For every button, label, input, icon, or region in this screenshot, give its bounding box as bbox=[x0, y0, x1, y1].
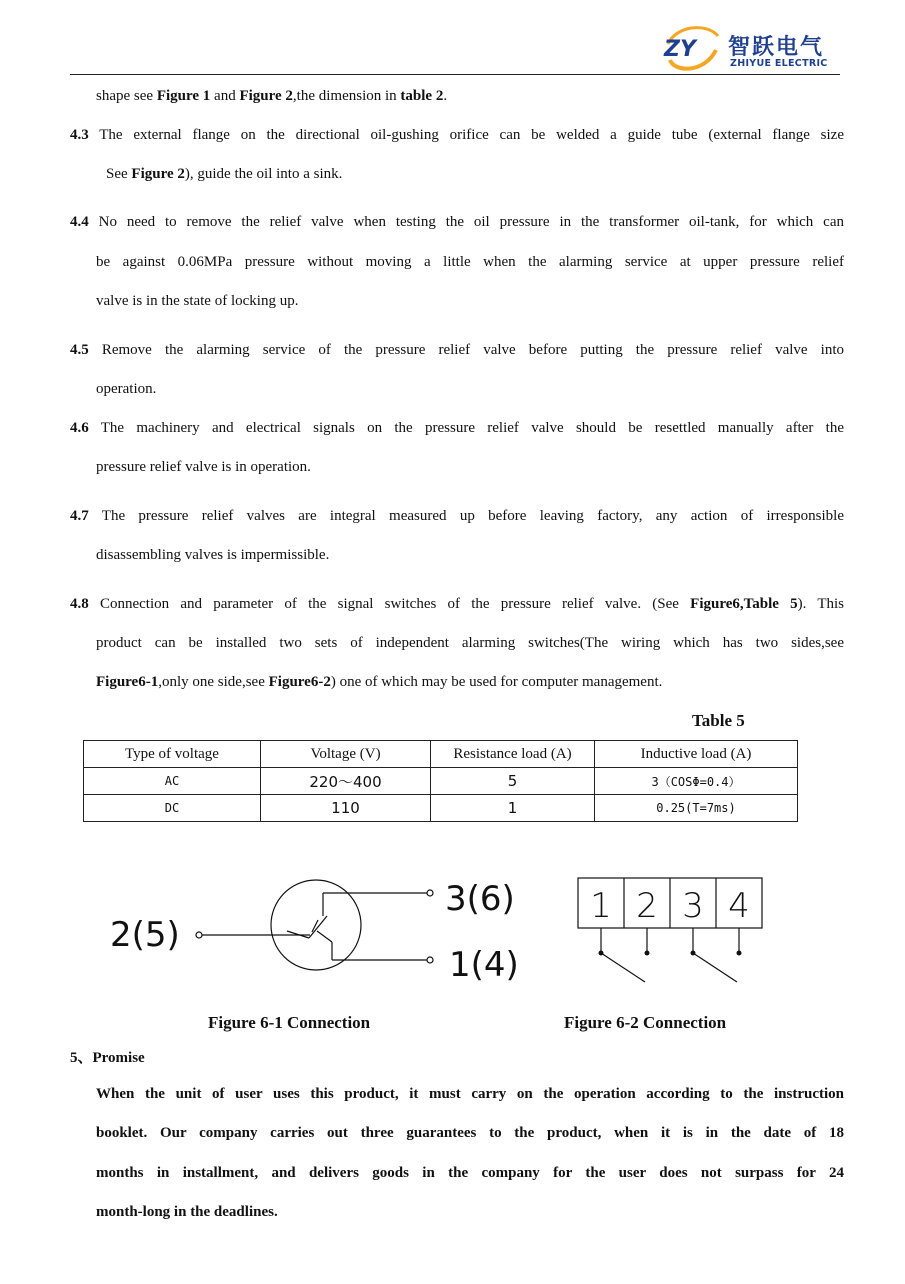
terminal-label-left: 2(5) bbox=[110, 915, 180, 955]
figure-6-1-caption: Figure 6-1 Connection bbox=[208, 1013, 371, 1032]
company-logo bbox=[660, 20, 840, 76]
figure-6-2-terminal-block bbox=[578, 878, 762, 982]
table-header-row bbox=[84, 741, 798, 768]
section-4-8-line-1: 4.8 Connection and parameter of the signal switches of the pressure relief valve. (See Figure6,Table 5). This bbox=[70, 596, 844, 612]
terminal-4: 4 bbox=[728, 886, 750, 926]
brand-name-en: ZHIYUE ELECTRIC bbox=[730, 58, 828, 69]
figure-6-2-caption: Figure 6-2 Connection bbox=[564, 1013, 727, 1032]
section-4-7-line-1: 4.7 The pressure relief valves are integral measured up before leaving factory, any action of irresponsible bbox=[70, 508, 844, 524]
section-4-8-line-2: product can be installed two sets of independent alarming switches(The wiring which has two sides,see bbox=[96, 635, 844, 651]
promise-line-4: month-long in the deadlines. bbox=[96, 1204, 278, 1220]
table-cell: DC bbox=[84, 795, 261, 822]
brand-name-cn: 智跃电气 bbox=[728, 35, 825, 60]
table-row bbox=[84, 768, 798, 795]
header-divider bbox=[70, 74, 840, 75]
section-4-3-line-2: See Figure 2), guide the oil into a sink. bbox=[106, 166, 343, 182]
section-4-4-line-2: be against 0.06MPa pressure without moving a little when the alarming service at upper pressure relief bbox=[96, 254, 844, 270]
table-cell: 110 bbox=[261, 795, 431, 822]
table-cell: 220～400 bbox=[261, 768, 431, 795]
table-header-cell: Inductive load (A) bbox=[595, 741, 798, 768]
section-4-6-line-1: 4.6 The machinery and electrical signals on the pressure relief valve should be resettled manually after the bbox=[70, 420, 844, 436]
section-number: 4.7 bbox=[70, 508, 89, 524]
promise-line-1: When the unit of user uses this product, it must carry on the operation according to the instruction bbox=[96, 1086, 844, 1102]
page-header bbox=[70, 16, 840, 76]
section-4-4-line-3: valve is in the state of locking up. bbox=[96, 293, 299, 309]
promise-line-3: months in installment, and delivers goods in the company for the user does not surpass for 24 bbox=[96, 1165, 844, 1181]
table-cell: 1 bbox=[431, 795, 595, 822]
terminal-label-top: 3(6) bbox=[445, 879, 515, 919]
section-4-5-line-1: 4.5 Remove the alarming service of the pressure relief valve before putting the pressure relief valve into bbox=[70, 342, 844, 358]
terminal-1: 1 bbox=[590, 886, 612, 926]
section-number: 4.3 bbox=[70, 127, 89, 143]
section-4-3-line-1: 4.3 The external flange on the directional oil-gushing orifice can be welded a guide tube (external flange size bbox=[70, 127, 844, 143]
section-number: 4.5 bbox=[70, 342, 89, 358]
table-cell: 0.25(T=7ms) bbox=[595, 795, 798, 822]
section-4-6-line-2: pressure relief valve is in operation. bbox=[96, 459, 311, 475]
section-number: 4.8 bbox=[70, 596, 89, 612]
section-4-8-line-3: Figure6-1,only one side,see Figure6-2) one of which may be used for computer management. bbox=[96, 674, 663, 690]
section-number: 4.6 bbox=[70, 420, 89, 436]
table-header-cell: Voltage (V) bbox=[261, 741, 431, 768]
text-line: shape see Figure 1 and Figure 2,the dimension in table 2. bbox=[96, 88, 448, 104]
section-4-7-line-2: disassembling valves is impermissible. bbox=[96, 547, 330, 563]
terminal-label-bottom: 1(4) bbox=[449, 945, 519, 985]
terminal-3: 3 bbox=[682, 886, 704, 926]
table-header-cell: Type of voltage bbox=[84, 741, 261, 768]
table-cell: AC bbox=[84, 768, 261, 795]
figure-6-diagram bbox=[105, 868, 795, 998]
zy-logo-mark-icon bbox=[660, 20, 724, 76]
section-4-4-line-1: 4.4 No need to remove the relief valve when testing the oil pressure in the transformer oil-tank, for which can bbox=[70, 214, 844, 230]
terminal-2: 2 bbox=[636, 886, 658, 926]
table-5 bbox=[83, 740, 798, 822]
figure-6-1-switch-diagram bbox=[110, 879, 519, 985]
table-header-cell: Resistance load (A) bbox=[431, 741, 595, 768]
promise-heading: 5、Promise bbox=[70, 1050, 145, 1066]
table-cell: 5 bbox=[431, 768, 595, 795]
promise-line-2: booklet. Our company carries out three guarantees to the product, when it is in the date of 18 bbox=[96, 1125, 844, 1141]
section-number: 4.4 bbox=[70, 214, 89, 230]
logo-mark-text: ZY bbox=[664, 37, 696, 62]
table-cell: 3（COSΦ=0.4） bbox=[595, 768, 798, 795]
table-row bbox=[84, 795, 798, 822]
table-caption: Table 5 bbox=[692, 711, 745, 730]
section-4-5-line-2: operation. bbox=[96, 381, 157, 397]
